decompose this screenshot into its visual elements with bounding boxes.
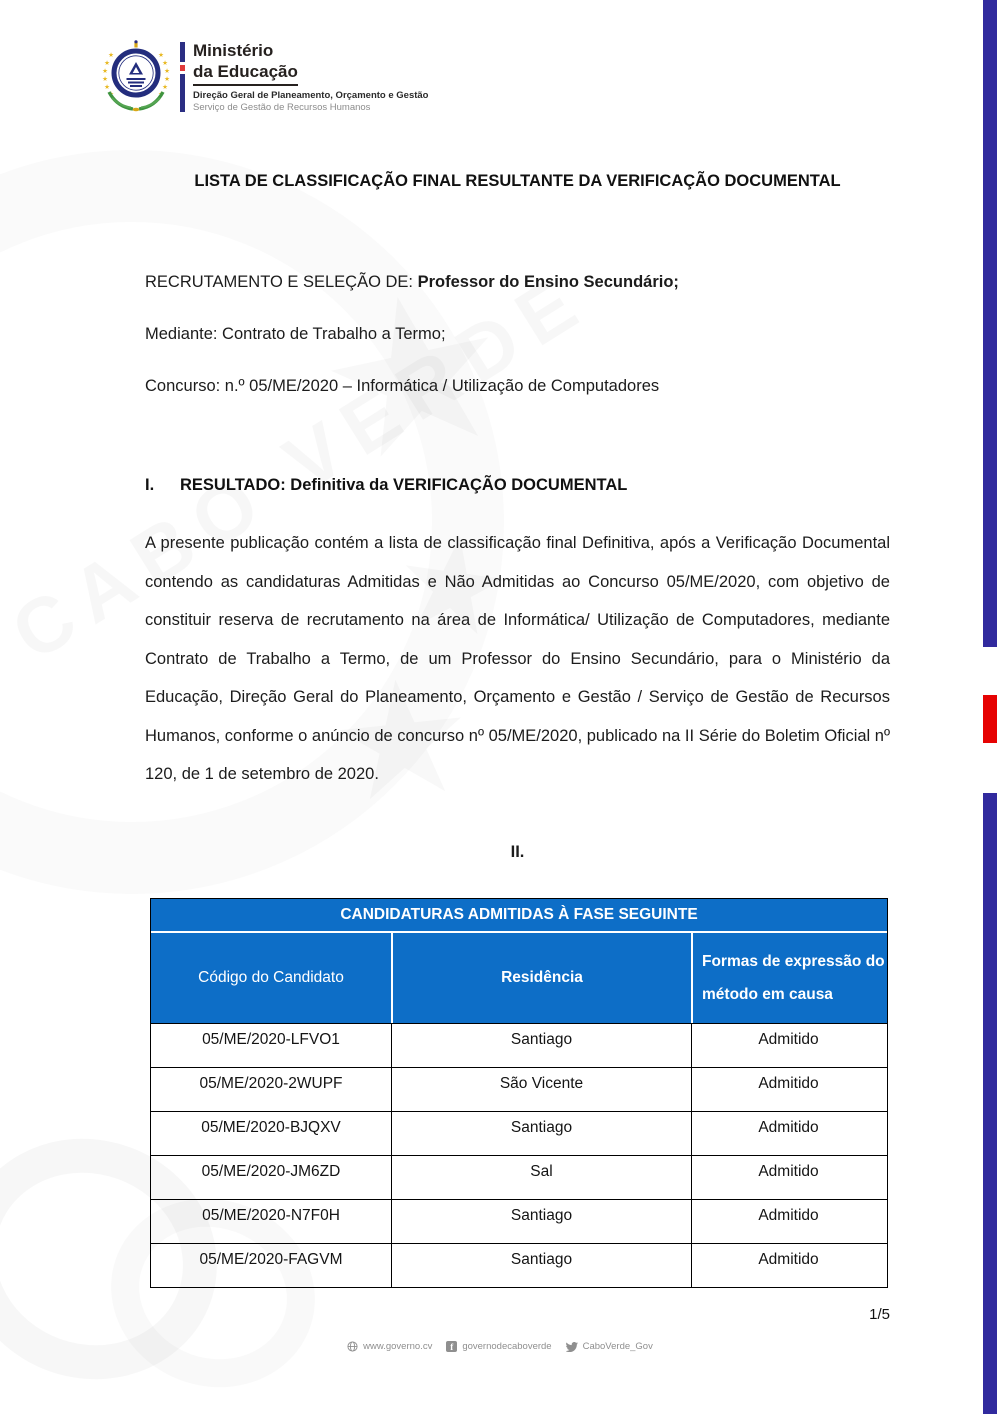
svg-text:★: ★ xyxy=(108,90,114,98)
table-row xyxy=(151,1155,887,1199)
svg-text:★: ★ xyxy=(158,90,164,98)
cell-resultado: Admitido xyxy=(691,1024,885,1067)
svg-text:★: ★ xyxy=(162,83,168,91)
svg-text:★: ★ xyxy=(104,59,110,67)
section-1-heading xyxy=(145,476,890,495)
footer-twitter xyxy=(566,1341,653,1352)
svg-text:★: ★ xyxy=(102,67,108,75)
svg-text:★: ★ xyxy=(108,51,114,59)
cell-codigo: 05/ME/2020-LFVO1 xyxy=(202,1031,340,1048)
cell-residencia: Sal xyxy=(391,1156,691,1199)
column-header-codigo: Código do Candidato xyxy=(198,969,344,986)
footer-facebook-label: governodecaboverde xyxy=(462,1341,552,1352)
cabo-verde-coat-of-arms-icon xyxy=(100,40,172,112)
table-title: CANDIDATURAS ADMITIDAS À FASE SEGUINTE xyxy=(151,899,887,933)
concurso-line: Concurso: n.º 05/ME/2020 – Informática / Utilização de Computadores xyxy=(145,377,660,395)
svg-text:f: f xyxy=(450,1342,454,1352)
cell-resultado: Admitido xyxy=(691,1068,885,1111)
cell-codigo: 05/ME/2020-JM6ZD xyxy=(201,1163,341,1180)
cell-resultado: Admitido xyxy=(691,1244,885,1287)
footer-facebook xyxy=(446,1341,551,1352)
cell-resultado: Admitido xyxy=(691,1200,885,1243)
section-1-title: RESULTADO: Definitiva da VERIFICAÇÃO DOCUMENTAL xyxy=(180,476,628,494)
svg-text:★: ★ xyxy=(102,75,108,83)
cell-resultado: Admitido xyxy=(691,1112,885,1155)
section-1-paragraph: A presente publicação contém a lista de classificação final Definitiva, após a Verificação Documental contendo as candidaturas Admitidas e Não Admitidas ao Concurso 05/ME/2020, com objetivo de constituir reserva de recrutamento na área de Informática/ Utilização de Computadores, mediante Contrato de Trabalho a Termo, de um Professor do Ensino Secundário, para o Ministério da Educação, Direção Geral do Planeamento, Orçamento e Gestão / Serviço de Gestão de Recursos Humanos, conforme o anúncio de concurso nº 05/ME/2020, publicado na II Série do Boletim Oficial nº 120, de 1 de setembro de 2020. xyxy=(145,534,890,783)
page-number: 1/5 xyxy=(869,1306,890,1323)
footer xyxy=(0,1341,1000,1352)
edge-accent-bar-blue-bottom xyxy=(983,793,997,1414)
facebook-icon xyxy=(446,1341,457,1352)
cell-residencia: Santiago xyxy=(391,1024,691,1067)
section-2-numeral: II. xyxy=(510,843,525,861)
admitted-candidates-table xyxy=(150,898,888,1288)
cell-codigo: 05/ME/2020-FAGVM xyxy=(199,1251,343,1268)
edge-accent-bar-blue-top xyxy=(983,0,997,647)
svg-text:★: ★ xyxy=(164,75,170,83)
edge-accent-bar-red xyxy=(983,695,997,743)
svg-text:★: ★ xyxy=(104,83,110,91)
svg-text:★: ★ xyxy=(158,51,164,59)
cell-residencia: São Vicente xyxy=(391,1068,691,1111)
department-line2: Serviço de Gestão de Recursos Humanos xyxy=(193,102,371,113)
svg-text:★: ★ xyxy=(164,67,170,75)
table-row xyxy=(151,1199,887,1243)
letterhead-divider-bar xyxy=(180,42,185,112)
table-row xyxy=(151,1067,887,1111)
document-title: LISTA DE CLASSIFICAÇÃO FINAL RESULTANTE DA VERIFICAÇÃO DOCUMENTAL xyxy=(194,172,841,190)
table-row xyxy=(151,1243,887,1287)
cell-residencia: Santiago xyxy=(391,1200,691,1243)
intro-block xyxy=(145,272,890,428)
department-line1: Direção Geral de Planeamento, Orçamento e Gestão xyxy=(193,90,429,101)
table-header-row xyxy=(151,933,887,1023)
table-row xyxy=(151,1111,887,1155)
cell-resultado: Admitido xyxy=(691,1156,885,1199)
ministry-name-line2: da Educação xyxy=(193,61,298,86)
globe-icon xyxy=(347,1341,358,1352)
cell-codigo: 05/ME/2020-N7F0H xyxy=(202,1207,340,1224)
mediante-line: Mediante: Contrato de Trabalho a Termo; xyxy=(145,325,446,343)
svg-text:★: ★ xyxy=(162,59,168,67)
footer-twitter-label: CaboVerde_Gov xyxy=(582,1341,653,1352)
twitter-icon xyxy=(566,1342,578,1352)
cell-residencia: Santiago xyxy=(391,1112,691,1155)
footer-website-label: www.governo.cv xyxy=(363,1341,433,1352)
cell-codigo: 05/ME/2020-BJQXV xyxy=(201,1119,341,1136)
cell-residencia: Santiago xyxy=(391,1244,691,1287)
column-header-formas: Formas de expressão do método em causa xyxy=(691,933,885,1023)
letterhead xyxy=(100,38,560,118)
footer-website xyxy=(347,1341,432,1352)
cell-codigo: 05/ME/2020-2WUPF xyxy=(199,1075,343,1092)
recruitment-role: Professor do Ensino Secundário; xyxy=(417,273,679,291)
table-row xyxy=(151,1023,887,1067)
ministry-name-line1: Ministério xyxy=(193,41,274,60)
recruitment-line: RECRUTAMENTO E SELEÇÃO DE: Professor do Ensino Secundário; xyxy=(145,273,679,291)
column-header-residencia: Residência xyxy=(391,933,691,1023)
section-1-numeral: I. xyxy=(145,476,155,494)
